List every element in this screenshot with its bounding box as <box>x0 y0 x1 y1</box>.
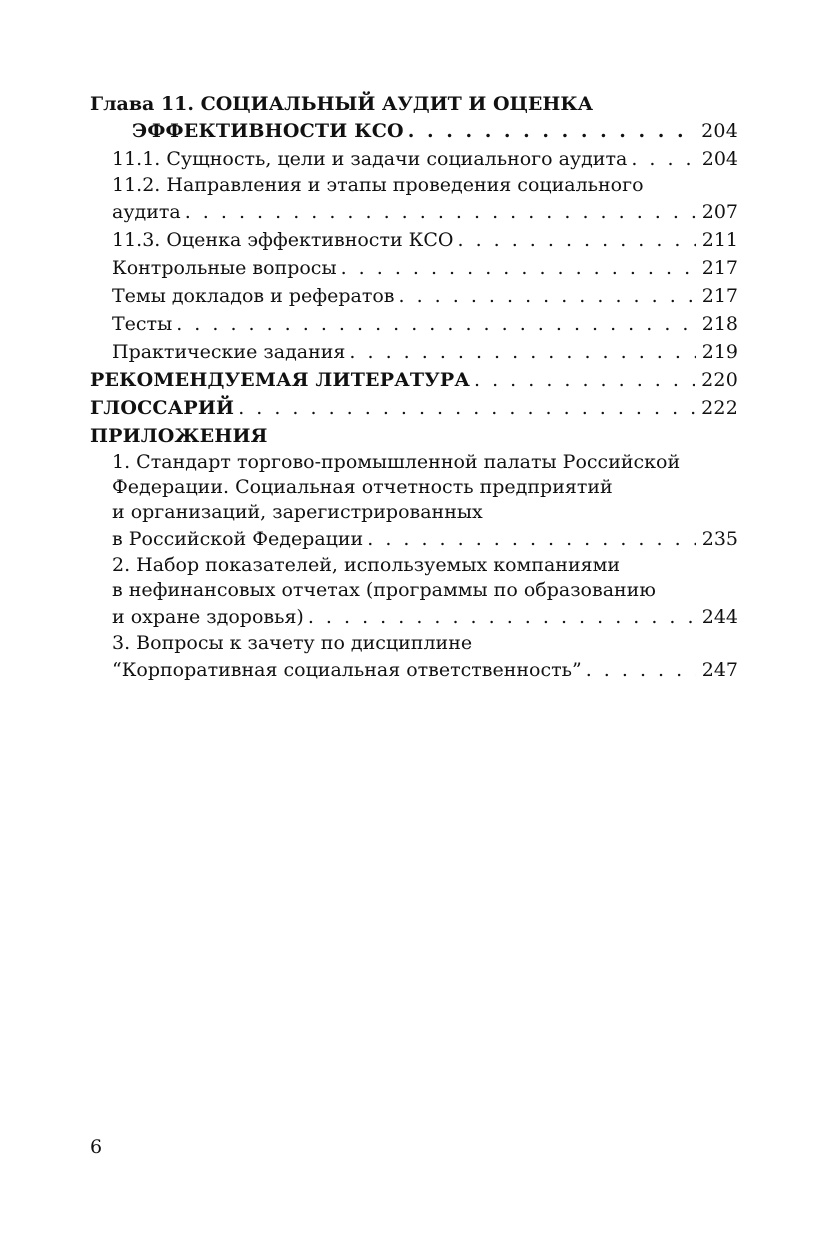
toc-entry-page: 217 <box>701 285 738 307</box>
dot-leader <box>399 282 696 310</box>
toc-entry-label: в Российской Федерации <box>112 528 364 550</box>
toc-entry-references[interactable] <box>90 366 738 394</box>
toc-entry-page: 204 <box>701 148 738 170</box>
appendix-1-line3: и организаций, зарегистрированных <box>112 501 483 523</box>
toc-entry-practical-tasks[interactable] <box>90 338 738 366</box>
toc-entry-glossary[interactable] <box>90 394 738 422</box>
toc-entry-label: 11.1. Сущность, цели и задачи социального аудита <box>112 148 628 170</box>
page-number: 6 <box>90 1136 103 1158</box>
dot-leader <box>631 145 695 173</box>
appendix-2-line2: в нефинансовых отчетах (программы по образованию <box>112 579 656 601</box>
toc-entry-label: ГЛОССАРИЙ <box>90 397 235 419</box>
toc-entry-label: 11.3. Оценка эффективности КСО <box>112 229 454 251</box>
toc-entry-appendix-1[interactable] <box>90 525 738 553</box>
dot-leader <box>341 254 696 282</box>
toc-entry-page: 218 <box>701 313 738 335</box>
dot-leader <box>474 366 695 394</box>
toc-entry-page: 217 <box>701 257 738 279</box>
appendix-3-line1: 3. Вопросы к зачету по дисциплине <box>112 632 473 654</box>
toc-entry-page: 222 <box>701 397 738 419</box>
toc-entry-appendix-3[interactable] <box>90 656 738 684</box>
toc-entry-page: 247 <box>701 659 738 681</box>
toc-entry-page: 220 <box>701 369 738 391</box>
table-of-contents <box>90 92 738 684</box>
appendices-heading-label: ПРИЛОЖЕНИЯ <box>90 425 268 447</box>
toc-entry-page: 235 <box>701 528 738 550</box>
chapter-title-entry[interactable] <box>90 117 738 145</box>
toc-entry-review-questions[interactable] <box>90 254 738 282</box>
toc-entry-page: 244 <box>701 606 738 628</box>
toc-entry-label: РЕКОМЕНДУЕМАЯ ЛИТЕРАТУРА <box>90 369 470 391</box>
appendix-2-line1: 2. Набор показателей, используемых компаниями <box>112 554 621 576</box>
toc-entry-report-topics[interactable] <box>90 282 738 310</box>
toc-entry-11-2-line1: 11.2. Направления и этапы проведения социального <box>112 174 644 196</box>
toc-entry-label: аудита <box>112 201 181 223</box>
toc-entry-label: “Корпоративная социальная ответственность” <box>112 659 582 681</box>
toc-entry-page: 207 <box>701 201 738 223</box>
dot-leader <box>308 603 696 631</box>
chapter-title-line1: Глава 11. СОЦИАЛЬНЫЙ АУДИТ И ОЦЕНКА <box>90 93 594 115</box>
toc-entry-label: Контрольные вопросы <box>112 257 337 279</box>
toc-entry-11-1[interactable] <box>90 145 738 173</box>
toc-entry-label: Практические задания <box>112 341 346 363</box>
dot-leader <box>586 656 696 684</box>
dot-leader <box>367 525 696 553</box>
toc-entry-label: Тесты <box>112 313 173 335</box>
dot-leader <box>185 198 696 226</box>
dot-leader <box>238 394 695 422</box>
appendix-1-line2: Федерации. Социальная отчетность предприятий <box>112 476 613 498</box>
dot-leader <box>349 338 695 366</box>
toc-entry-page: 211 <box>701 229 738 251</box>
toc-entry-label: Темы докладов и рефератов <box>112 285 395 307</box>
chapter-page: 204 <box>701 120 738 142</box>
toc-entry-page: 219 <box>701 341 738 363</box>
toc-entry-11-3[interactable] <box>90 226 738 254</box>
appendix-1-line1: 1. Стандарт торгово-промышленной палаты Российской <box>112 451 681 473</box>
toc-entry-appendix-2[interactable] <box>90 603 738 631</box>
toc-entry-11-2[interactable] <box>90 198 738 226</box>
chapter-title-line2: ЭФФЕКТИВНОСТИ КСО <box>132 120 404 142</box>
dot-leader <box>176 310 696 338</box>
appendices-heading[interactable] <box>90 422 738 450</box>
toc-entry-label: и охране здоровья) <box>112 606 304 628</box>
dot-leader <box>457 226 695 254</box>
dot-leader <box>408 117 695 145</box>
toc-entry-tests[interactable] <box>90 310 738 338</box>
